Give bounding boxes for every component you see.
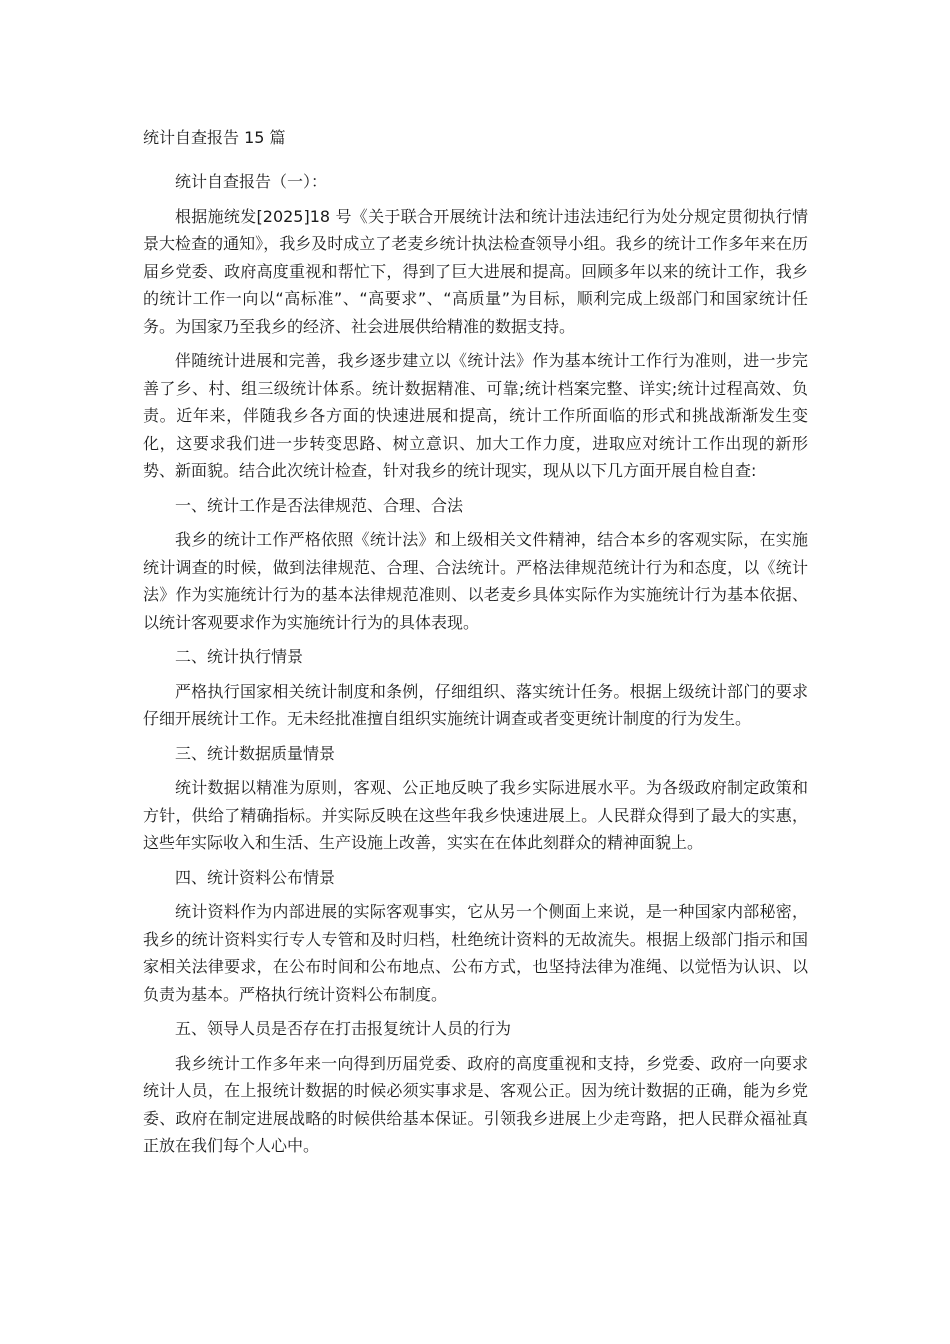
section-heading: 五、领导人员是否存在打击报复统计人员的行为 — [175, 1019, 512, 1038]
paragraph: 严格执行国家相关统计制度和条例，仔细组织、落实统计任务。根据上级统计部门的要求仔细开展统计工作。无未经批准擅自组织实施统计调查或者变更统计制度的行为发生。 — [143, 681, 808, 728]
document-title: 统计自查报告 15 篇 — [143, 128, 286, 147]
paragraph: 我乡的统计工作严格依照《统计法》和上级相关文件精神，结合本乡的客观实际，在实施统计调查的时候，做到法律规范、合理、合法统计。严格法律规范统计行为和态度，以《统计法》作为实施统计行为的基本法律规范准则、以老麦乡具体实际作为实施统计行为基本依据、以统计客观要求作为实施统计行为的具体表现。 — [143, 530, 808, 632]
paragraph: 根据施统发[2025]18 号《关于联合开展统计法和统计违法违纪行为处分规定贯彻执行情景大检查的通知》，我乡及时成立了老麦乡统计执法检查领导小组。我乡的统计工作多年来在历届乡党委、政府高度重视和帮忙下，得到了巨大进展和提高。回顾多年以来的统计工作，我乡的统计工作一向以“高标准”、“高要求”、“高质量”为目标，顺利完成上级部门和国家统计任务。为国家乃至我乡的经济、社会进展供给精准的数据支持。 — [143, 206, 808, 336]
section-heading: 四、统计资料公布情景 — [175, 867, 336, 887]
paragraph: 统计数据以精准为原则，客观、公正地反映了我乡实际进展水平。为各级政府制定政策和方针，供给了精确指标。并实际反映在这些年我乡快速进展上。人民群众得到了最大的实惠，这些年实际收入和生活、生产设施上改善，实实在在体此刻群众的精神面貌上。 — [143, 778, 808, 852]
paragraph: 伴随统计进展和完善，我乡逐步建立以《统计法》作为基本统计工作行为准则，进一步完善了乡、村、组三级统计体系。统计数据精准、可靠;统计档案完整、详实;统计过程高效、负责。近年来，伴随我乡各方面的快速进展和提高，统计工作所面临的形式和挑战渐渐发生变化，这要求我们进一步转变思路、树立意识、加大工作力度，进取应对统计工作出现的新形势、新面貌。结合此次统计检查，针对我乡的统计现实，现从以下几方面开展自检自查: — [143, 351, 808, 480]
section-heading: 二、统计执行情景 — [175, 647, 304, 666]
paragraph: 统计资料作为内部进展的实际客观事实，它从另一个侧面上来说，是一种国家内部秘密，我乡的统计资料实行专人专管和及时归档，杜绝统计资料的无故流失。根据上级部门指示和国家相关法律要求，在公布时间和公布地点、公布方式，也坚持法律为准绳、以觉悟为认识、以负责为基本。严格执行统计资料公布制度。 — [143, 902, 808, 1004]
document-page — [143, 124, 808, 1167]
paragraph: 我乡统计工作多年来一向得到历届党委、政府的高度重视和支持，乡党委、政府一向要求统计人员，在上报统计数据的时候必须实事求是、客观公正。因为统计数据的正确，能为乡党委、政府在制定进展战略的时候供给基本保证。引领我乡进展上少走弯路，把人民群众福祉真正放在我们每个人心中。 — [143, 1053, 808, 1155]
section-title: 统计自查报告（一）： — [175, 172, 328, 191]
section-heading: 一、统计工作是否法律规范、合理、合法 — [175, 495, 464, 515]
section-heading: 三、统计数据质量情景 — [175, 743, 336, 763]
